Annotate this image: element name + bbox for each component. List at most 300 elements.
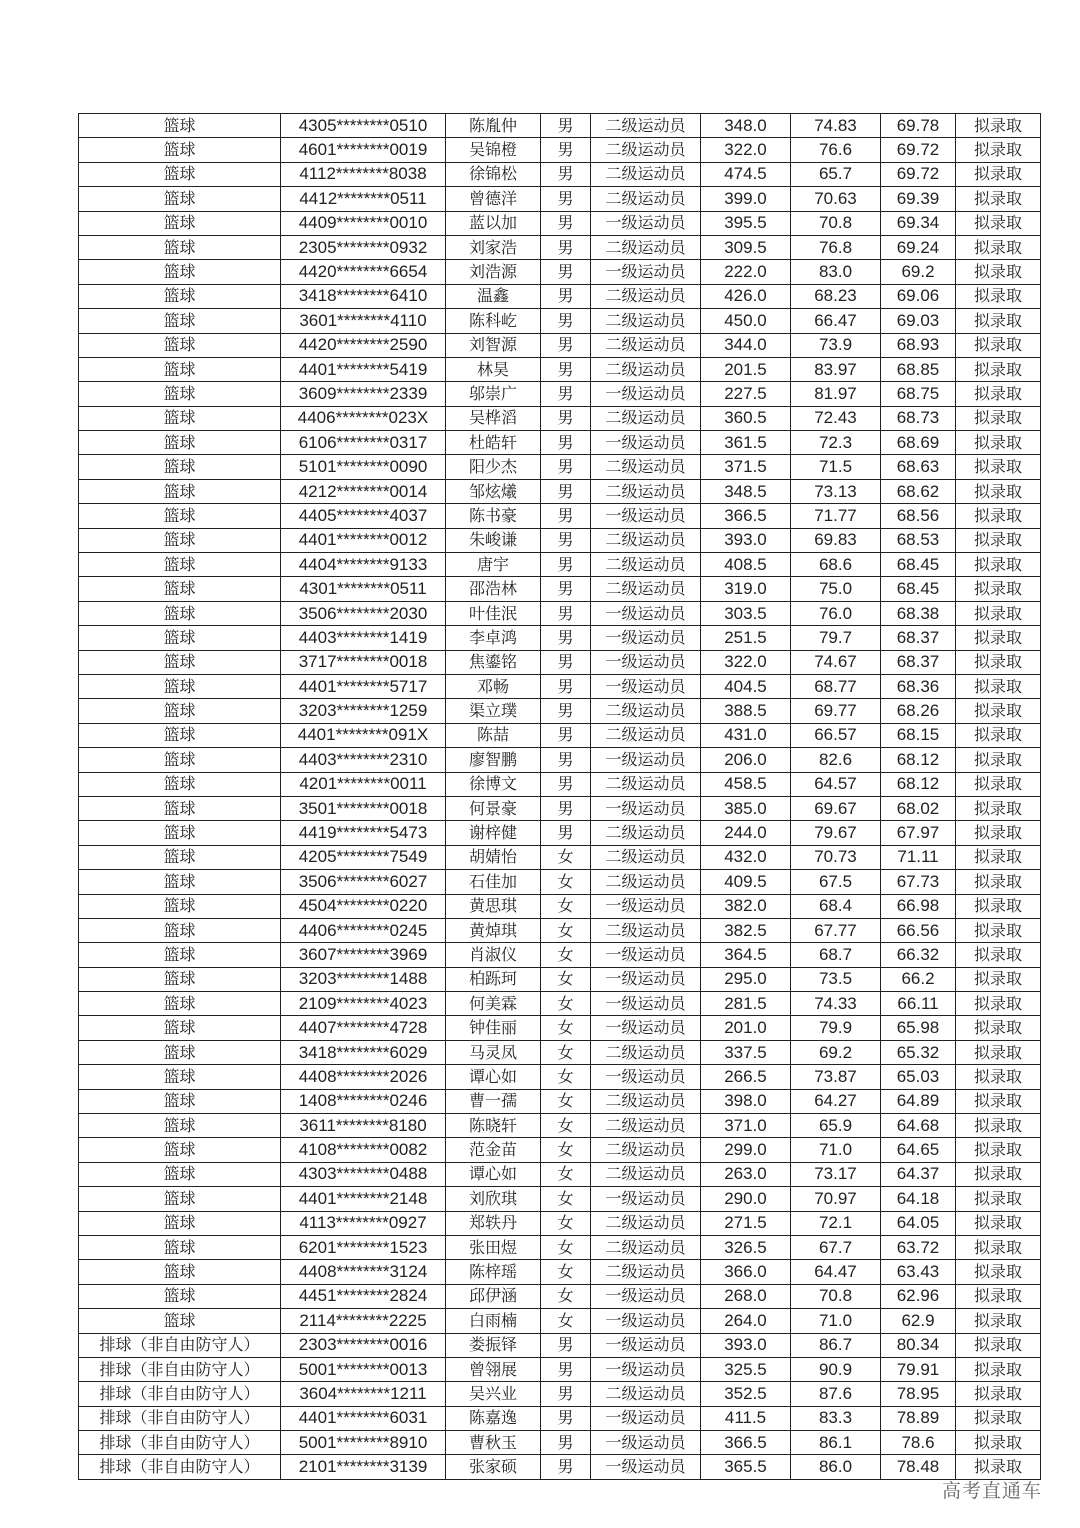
cell-level: 一级运动员	[591, 1309, 701, 1333]
cell-sport: 篮球	[79, 1284, 281, 1308]
cell-name: 杜皓轩	[446, 431, 541, 455]
cell-status: 拟录取	[956, 284, 1041, 308]
cell-score: 458.5	[701, 772, 791, 796]
table-row	[79, 821, 1041, 845]
cell-id: 6106********0317	[281, 431, 446, 455]
cell-gender: 男	[541, 699, 591, 723]
cell-sport: 篮球	[79, 504, 281, 528]
cell-score: 295.0	[701, 967, 791, 991]
cell-name: 刘浩源	[446, 260, 541, 284]
cell-level: 一级运动员	[591, 626, 701, 650]
cell-sport_score: 65.9	[791, 1114, 881, 1138]
table-row	[79, 894, 1041, 918]
cell-name: 吴锦橙	[446, 138, 541, 162]
cell-gender: 男	[541, 796, 591, 820]
cell-score: 431.0	[701, 723, 791, 747]
cell-level: 二级运动员	[591, 406, 701, 430]
cell-total: 68.45	[881, 553, 956, 577]
cell-sport: 篮球	[79, 211, 281, 235]
cell-sport_score: 86.0	[791, 1455, 881, 1479]
cell-gender: 女	[541, 870, 591, 894]
cell-level: 二级运动员	[591, 918, 701, 942]
cell-score: 371.0	[701, 1114, 791, 1138]
cell-status: 拟录取	[956, 577, 1041, 601]
cell-score: 309.5	[701, 235, 791, 259]
cell-status: 拟录取	[956, 235, 1041, 259]
cell-level: 一级运动员	[591, 211, 701, 235]
cell-level: 二级运动员	[591, 1040, 701, 1064]
cell-score: 222.0	[701, 260, 791, 284]
cell-id: 4412********0511	[281, 187, 446, 211]
cell-name: 刘欣琪	[446, 1187, 541, 1211]
cell-score: 366.5	[701, 1431, 791, 1455]
cell-level: 二级运动员	[591, 1260, 701, 1284]
cell-gender: 男	[541, 772, 591, 796]
table-row	[79, 1040, 1041, 1064]
table-row	[79, 1333, 1041, 1357]
cell-sport_score: 67.77	[791, 918, 881, 942]
cell-status: 拟录取	[956, 528, 1041, 552]
cell-sport_score: 73.9	[791, 333, 881, 357]
cell-status: 拟录取	[956, 601, 1041, 625]
table-row	[79, 674, 1041, 698]
cell-sport_score: 74.83	[791, 114, 881, 138]
cell-level: 二级运动员	[591, 1235, 701, 1259]
cell-gender: 男	[541, 406, 591, 430]
cell-sport: 篮球	[79, 918, 281, 942]
cell-name: 邹炫爔	[446, 479, 541, 503]
cell-gender: 男	[541, 1333, 591, 1357]
cell-gender: 男	[541, 382, 591, 406]
cell-sport_score: 74.33	[791, 992, 881, 1016]
cell-gender: 女	[541, 894, 591, 918]
cell-sport: 篮球	[79, 772, 281, 796]
cell-sport: 排球（非自由防守人）	[79, 1333, 281, 1357]
cell-sport_score: 68.77	[791, 674, 881, 698]
cell-sport_score: 71.0	[791, 1309, 881, 1333]
cell-name: 黄思琪	[446, 894, 541, 918]
table-row	[79, 1455, 1041, 1479]
cell-status: 拟录取	[956, 674, 1041, 698]
cell-level: 一级运动员	[591, 967, 701, 991]
cell-score: 365.5	[701, 1455, 791, 1479]
cell-name: 何美霖	[446, 992, 541, 1016]
cell-sport: 篮球	[79, 1114, 281, 1138]
cell-status: 拟录取	[956, 1431, 1041, 1455]
table-row	[79, 455, 1041, 479]
cell-total: 68.36	[881, 674, 956, 698]
cell-id: 2114********2225	[281, 1309, 446, 1333]
cell-sport_score: 64.57	[791, 772, 881, 796]
cell-name: 吴兴业	[446, 1382, 541, 1406]
cell-total: 78.6	[881, 1431, 956, 1455]
cell-id: 2303********0016	[281, 1333, 446, 1357]
table-row	[79, 1382, 1041, 1406]
cell-score: 371.5	[701, 455, 791, 479]
cell-status: 拟录取	[956, 894, 1041, 918]
cell-gender: 女	[541, 943, 591, 967]
table-row	[79, 918, 1041, 942]
cell-sport: 篮球	[79, 309, 281, 333]
cell-status: 拟录取	[956, 1309, 1041, 1333]
cell-name: 白雨楠	[446, 1309, 541, 1333]
cell-status: 拟录取	[956, 626, 1041, 650]
cell-status: 拟录取	[956, 1016, 1041, 1040]
cell-id: 4405********4037	[281, 504, 446, 528]
cell-sport_score: 66.57	[791, 723, 881, 747]
cell-sport_score: 83.97	[791, 357, 881, 381]
cell-sport_score: 67.7	[791, 1235, 881, 1259]
cell-id: 4407********4728	[281, 1016, 446, 1040]
cell-id: 3418********6029	[281, 1040, 446, 1064]
cell-level: 一级运动员	[591, 1406, 701, 1430]
cell-name: 渠立璞	[446, 699, 541, 723]
cell-level: 二级运动员	[591, 723, 701, 747]
admission-table	[78, 113, 1041, 1480]
cell-level: 二级运动员	[591, 528, 701, 552]
cell-sport: 篮球	[79, 528, 281, 552]
cell-score: 281.5	[701, 992, 791, 1016]
table-row	[79, 1357, 1041, 1381]
cell-name: 陈晓轩	[446, 1114, 541, 1138]
cell-status: 拟录取	[956, 1284, 1041, 1308]
cell-name: 张家硕	[446, 1455, 541, 1479]
cell-gender: 男	[541, 479, 591, 503]
cell-name: 何景豪	[446, 796, 541, 820]
cell-level: 二级运动员	[591, 284, 701, 308]
cell-name: 陈胤仲	[446, 114, 541, 138]
cell-status: 拟录取	[956, 309, 1041, 333]
cell-sport: 篮球	[79, 1162, 281, 1186]
cell-sport_score: 79.9	[791, 1016, 881, 1040]
cell-score: 385.0	[701, 796, 791, 820]
cell-status: 拟录取	[956, 553, 1041, 577]
cell-status: 拟录取	[956, 772, 1041, 796]
table-row	[79, 162, 1041, 186]
cell-id: 4504********0220	[281, 894, 446, 918]
cell-status: 拟录取	[956, 114, 1041, 138]
cell-sport_score: 64.47	[791, 1260, 881, 1284]
cell-id: 4212********0014	[281, 479, 446, 503]
cell-score: 337.5	[701, 1040, 791, 1064]
cell-score: 322.0	[701, 138, 791, 162]
cell-sport_score: 81.97	[791, 382, 881, 406]
cell-status: 拟录取	[956, 187, 1041, 211]
cell-sport_score: 74.67	[791, 650, 881, 674]
cell-name: 徐博文	[446, 772, 541, 796]
cell-id: 3501********0018	[281, 796, 446, 820]
cell-score: 361.5	[701, 431, 791, 455]
cell-level: 二级运动员	[591, 357, 701, 381]
cell-status: 拟录取	[956, 1040, 1041, 1064]
cell-status: 拟录取	[956, 723, 1041, 747]
cell-gender: 女	[541, 992, 591, 1016]
cell-score: 398.0	[701, 1089, 791, 1113]
cell-name: 谭心如	[446, 1162, 541, 1186]
cell-score: 382.5	[701, 918, 791, 942]
cell-id: 3611********8180	[281, 1114, 446, 1138]
cell-status: 拟录取	[956, 431, 1041, 455]
cell-score: 322.0	[701, 650, 791, 674]
table-row	[79, 235, 1041, 259]
cell-level: 二级运动员	[591, 821, 701, 845]
cell-gender: 男	[541, 821, 591, 845]
cell-id: 6201********1523	[281, 1235, 446, 1259]
cell-id: 2305********0932	[281, 235, 446, 259]
cell-id: 4406********023X	[281, 406, 446, 430]
cell-status: 拟录取	[956, 845, 1041, 869]
cell-sport: 篮球	[79, 1309, 281, 1333]
table-row	[79, 1162, 1041, 1186]
cell-total: 64.05	[881, 1211, 956, 1235]
table-row	[79, 870, 1041, 894]
cell-status: 拟录取	[956, 1382, 1041, 1406]
cell-status: 拟录取	[956, 1333, 1041, 1357]
table-row	[79, 114, 1041, 138]
cell-name: 柏跞珂	[446, 967, 541, 991]
cell-sport: 篮球	[79, 260, 281, 284]
cell-total: 69.2	[881, 260, 956, 284]
cell-level: 二级运动员	[591, 235, 701, 259]
cell-total: 68.63	[881, 455, 956, 479]
cell-sport: 篮球	[79, 357, 281, 381]
cell-total: 69.34	[881, 211, 956, 235]
cell-level: 二级运动员	[591, 577, 701, 601]
cell-sport_score: 69.2	[791, 1040, 881, 1064]
table-row	[79, 431, 1041, 455]
cell-gender: 女	[541, 1016, 591, 1040]
cell-gender: 男	[541, 748, 591, 772]
cell-gender: 女	[541, 1162, 591, 1186]
cell-sport: 篮球	[79, 845, 281, 869]
cell-id: 3717********0018	[281, 650, 446, 674]
cell-score: 382.0	[701, 894, 791, 918]
table-row	[79, 1235, 1041, 1259]
cell-gender: 女	[541, 1138, 591, 1162]
cell-sport: 篮球	[79, 1040, 281, 1064]
cell-sport_score: 66.47	[791, 309, 881, 333]
cell-total: 69.03	[881, 309, 956, 333]
cell-level: 二级运动员	[591, 455, 701, 479]
table-row	[79, 553, 1041, 577]
cell-status: 拟录取	[956, 260, 1041, 284]
cell-id: 5001********0013	[281, 1357, 446, 1381]
cell-gender: 男	[541, 1431, 591, 1455]
table-row	[79, 748, 1041, 772]
cell-sport: 篮球	[79, 406, 281, 430]
cell-total: 68.37	[881, 650, 956, 674]
cell-id: 4108********0082	[281, 1138, 446, 1162]
cell-level: 一级运动员	[591, 1333, 701, 1357]
cell-total: 69.24	[881, 235, 956, 259]
cell-level: 二级运动员	[591, 1138, 701, 1162]
cell-gender: 女	[541, 1187, 591, 1211]
cell-total: 68.37	[881, 626, 956, 650]
cell-status: 拟录取	[956, 1260, 1041, 1284]
cell-sport_score: 71.0	[791, 1138, 881, 1162]
cell-total: 78.48	[881, 1455, 956, 1479]
cell-total: 68.53	[881, 528, 956, 552]
cell-gender: 男	[541, 357, 591, 381]
cell-total: 68.75	[881, 382, 956, 406]
cell-total: 68.69	[881, 431, 956, 455]
cell-gender: 男	[541, 504, 591, 528]
table-row	[79, 943, 1041, 967]
cell-id: 4112********8038	[281, 162, 446, 186]
cell-score: 264.0	[701, 1309, 791, 1333]
cell-name: 陈嘉逸	[446, 1406, 541, 1430]
cell-id: 4409********0010	[281, 211, 446, 235]
cell-name: 娄振铎	[446, 1333, 541, 1357]
cell-id: 4419********5473	[281, 821, 446, 845]
table-row	[79, 796, 1041, 820]
cell-sport_score: 67.5	[791, 870, 881, 894]
cell-name: 张田煜	[446, 1235, 541, 1259]
cell-sport: 篮球	[79, 748, 281, 772]
table-row	[79, 333, 1041, 357]
cell-id: 4113********0927	[281, 1211, 446, 1235]
cell-level: 一级运动员	[591, 894, 701, 918]
cell-id: 4420********2590	[281, 333, 446, 357]
cell-sport_score: 87.6	[791, 1382, 881, 1406]
cell-total: 64.37	[881, 1162, 956, 1186]
cell-sport: 篮球	[79, 235, 281, 259]
table-row	[79, 577, 1041, 601]
cell-score: 432.0	[701, 845, 791, 869]
cell-sport_score: 82.6	[791, 748, 881, 772]
cell-status: 拟录取	[956, 821, 1041, 845]
cell-total: 64.89	[881, 1089, 956, 1113]
cell-id: 2109********4023	[281, 992, 446, 1016]
cell-gender: 男	[541, 333, 591, 357]
cell-sport: 排球（非自由防守人）	[79, 1357, 281, 1381]
cell-level: 二级运动员	[591, 309, 701, 333]
cell-id: 4406********0245	[281, 918, 446, 942]
cell-score: 266.5	[701, 1065, 791, 1089]
table-row	[79, 967, 1041, 991]
cell-sport_score: 70.73	[791, 845, 881, 869]
cell-sport_score: 69.83	[791, 528, 881, 552]
cell-score: 201.5	[701, 357, 791, 381]
table-row	[79, 528, 1041, 552]
cell-id: 4408********2026	[281, 1065, 446, 1089]
cell-total: 68.45	[881, 577, 956, 601]
cell-total: 66.98	[881, 894, 956, 918]
cell-level: 二级运动员	[591, 162, 701, 186]
cell-level: 一级运动员	[591, 1065, 701, 1089]
cell-gender: 女	[541, 967, 591, 991]
cell-status: 拟录取	[956, 1162, 1041, 1186]
cell-level: 二级运动员	[591, 553, 701, 577]
cell-gender: 女	[541, 1065, 591, 1089]
cell-score: 366.5	[701, 504, 791, 528]
cell-gender: 女	[541, 1284, 591, 1308]
cell-score: 319.0	[701, 577, 791, 601]
cell-total: 66.2	[881, 967, 956, 991]
cell-name: 刘智源	[446, 333, 541, 357]
cell-score: 303.5	[701, 601, 791, 625]
cell-score: 366.0	[701, 1260, 791, 1284]
cell-gender: 女	[541, 1040, 591, 1064]
cell-level: 一级运动员	[591, 674, 701, 698]
cell-name: 郑轶丹	[446, 1211, 541, 1235]
cell-sport_score: 72.1	[791, 1211, 881, 1235]
cell-sport: 篮球	[79, 1065, 281, 1089]
cell-name: 谢梓健	[446, 821, 541, 845]
cell-score: 388.5	[701, 699, 791, 723]
cell-level: 二级运动员	[591, 1089, 701, 1113]
cell-status: 拟录取	[956, 650, 1041, 674]
cell-score: 325.5	[701, 1357, 791, 1381]
cell-level: 二级运动员	[591, 1162, 701, 1186]
cell-score: 268.0	[701, 1284, 791, 1308]
cell-score: 411.5	[701, 1406, 791, 1430]
cell-total: 69.06	[881, 284, 956, 308]
cell-name: 范金苗	[446, 1138, 541, 1162]
cell-total: 68.56	[881, 504, 956, 528]
cell-sport_score: 90.9	[791, 1357, 881, 1381]
cell-total: 66.11	[881, 992, 956, 1016]
cell-status: 拟录取	[956, 1138, 1041, 1162]
cell-total: 68.26	[881, 699, 956, 723]
cell-status: 拟录取	[956, 1211, 1041, 1235]
cell-level: 一级运动员	[591, 431, 701, 455]
cell-level: 二级运动员	[591, 187, 701, 211]
cell-score: 399.0	[701, 187, 791, 211]
cell-id: 4201********0011	[281, 772, 446, 796]
cell-score: 395.5	[701, 211, 791, 235]
cell-sport_score: 69.67	[791, 796, 881, 820]
cell-total: 79.91	[881, 1357, 956, 1381]
table-row	[79, 772, 1041, 796]
cell-total: 65.32	[881, 1040, 956, 1064]
cell-name: 邱伊涵	[446, 1284, 541, 1308]
cell-status: 拟录取	[956, 870, 1041, 894]
cell-sport_score: 68.7	[791, 943, 881, 967]
cell-sport_score: 68.4	[791, 894, 881, 918]
cell-total: 68.85	[881, 357, 956, 381]
cell-total: 64.65	[881, 1138, 956, 1162]
cell-sport_score: 68.23	[791, 284, 881, 308]
cell-status: 拟录取	[956, 211, 1041, 235]
cell-name: 肖淑仪	[446, 943, 541, 967]
table-row	[79, 211, 1041, 235]
cell-sport_score: 69.77	[791, 699, 881, 723]
cell-name: 徐锦松	[446, 162, 541, 186]
cell-status: 拟录取	[956, 1455, 1041, 1479]
cell-status: 拟录取	[956, 1235, 1041, 1259]
cell-gender: 男	[541, 1382, 591, 1406]
cell-total: 64.18	[881, 1187, 956, 1211]
cell-gender: 男	[541, 723, 591, 747]
cell-status: 拟录取	[956, 504, 1041, 528]
cell-level: 一级运动员	[591, 796, 701, 820]
cell-id: 4601********0019	[281, 138, 446, 162]
cell-name: 胡婧怡	[446, 845, 541, 869]
cell-sport_score: 79.7	[791, 626, 881, 650]
cell-status: 拟录取	[956, 1089, 1041, 1113]
table-row	[79, 1187, 1041, 1211]
cell-score: 290.0	[701, 1187, 791, 1211]
cell-total: 62.9	[881, 1309, 956, 1333]
cell-gender: 女	[541, 1235, 591, 1259]
cell-id: 4205********7549	[281, 845, 446, 869]
cell-sport: 排球（非自由防守人）	[79, 1431, 281, 1455]
cell-id: 5101********0090	[281, 455, 446, 479]
cell-name: 马灵凤	[446, 1040, 541, 1064]
cell-id: 4420********6654	[281, 260, 446, 284]
cell-name: 石佳加	[446, 870, 541, 894]
